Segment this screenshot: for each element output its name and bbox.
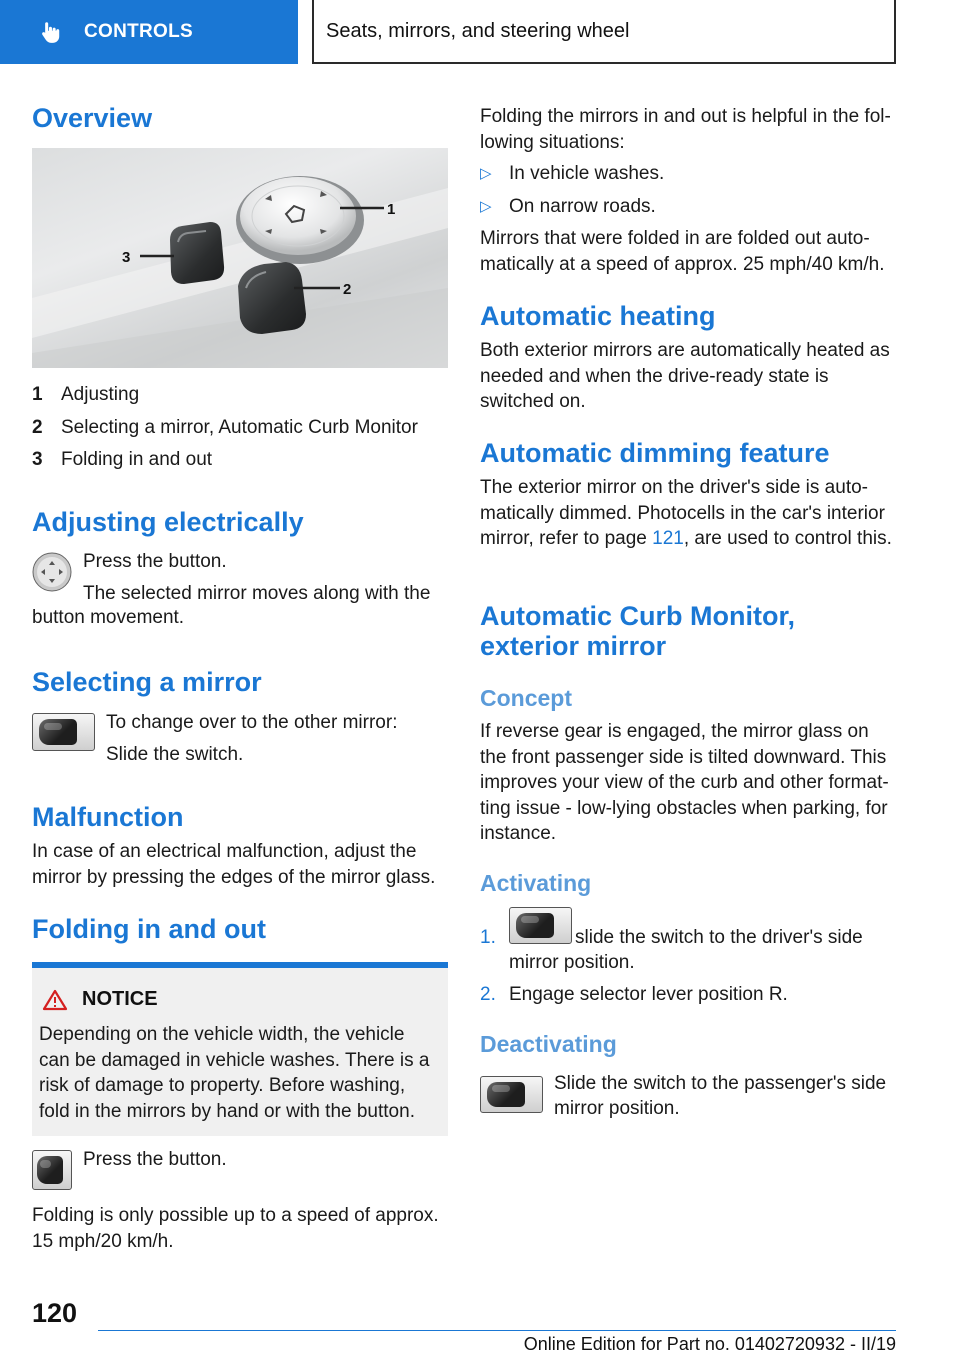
dimming-text: The exterior mirror on the driver's side is auto‐ matically dimmed. Photocells in the car's interior mirror, refer to page 121, are used to control this.	[480, 477, 892, 549]
concept-text: If reverse gear is engaged, the mirror glass on the front passenger side is tilted downward. This improves your view of the curb and other format‐ ting issue - low-lying obstacles when parking, for instance.	[480, 721, 889, 844]
notice-title: NOTICE	[42, 988, 158, 1011]
list-item: ▷ In vehicle washes.	[480, 161, 896, 187]
legend-item: 1 Adjusting	[32, 384, 140, 405]
step-2-text: Engage selector lever position R.	[509, 984, 788, 1005]
mirror-selector-switch-icon	[32, 713, 95, 751]
section-tab[interactable]	[0, 0, 298, 64]
deactivating-text-a: Slide the switch to the passenger's side	[554, 1073, 887, 1094]
adjusting-text-1: Press the button.	[83, 551, 227, 572]
folding-heading: Folding in and out	[32, 914, 266, 944]
legend-item: 2 Selecting a mirror, Automatic Curb Monitor	[32, 416, 418, 438]
adjusting-heading: Adjusting electrically	[32, 507, 304, 537]
figure-legend	[32, 382, 448, 473]
edition-info: Online Edition for Part no. 01402720932 - II/19	[523, 1334, 896, 1354]
callout-2: 2	[343, 281, 352, 298]
mirror-controls-figure	[32, 148, 448, 368]
footer-divider	[98, 1330, 896, 1331]
triangle-bullet-icon: ▷	[480, 165, 492, 182]
callout-1: 1	[387, 201, 396, 218]
callout-3: 3	[122, 249, 131, 266]
hand-icon	[38, 19, 64, 45]
deactivating-text-b: mirror position.	[554, 1098, 680, 1119]
triangle-bullet-icon: ▷	[480, 197, 492, 215]
switch-icon	[480, 1076, 543, 1113]
selecting-text-2: Slide the switch.	[106, 744, 244, 765]
selecting-heading: Selecting a mirror	[32, 667, 262, 697]
dimming-heading: Automatic dimming feature	[480, 438, 830, 468]
adjusting-text-2a: The selected mirror moves along with the	[83, 583, 431, 604]
mirror-adjust-button-icon	[32, 552, 72, 592]
fold-button-icon	[32, 1150, 72, 1190]
legend-item: 3 Folding in and out	[32, 449, 213, 470]
selecting-text-1: To change over to the other mirror:	[106, 712, 398, 733]
switch-icon	[509, 907, 572, 944]
step-1-text-a: slide the switch to the driver's side	[575, 927, 863, 948]
malfunction-heading: Malfunction	[32, 802, 184, 832]
malfunction-text: In case of an electrical malfunction, adjust the mirror by pressing the edges of the mirror glass.	[32, 841, 436, 888]
notice-box	[32, 962, 448, 1136]
auto-fold-text: Mirrors that were folded in are folded out auto‐ matically at a speed of approx. 25 mph/40 km/h.	[480, 228, 885, 275]
activating-heading: Activating	[480, 870, 592, 896]
deactivating-heading: Deactivating	[480, 1031, 617, 1057]
step-2-number: 2.	[480, 984, 496, 1005]
step-1-number: 1.	[480, 927, 496, 948]
folding-press-text: Press the button.	[83, 1149, 227, 1170]
overview-heading: Overview	[32, 103, 153, 133]
concept-heading: Concept	[480, 685, 572, 711]
section-label: CONTROLS	[84, 21, 194, 42]
mirror-controls-illustration	[32, 148, 448, 368]
situations-list	[480, 161, 896, 219]
page-121-link[interactable]: 121	[652, 528, 684, 549]
fold-intro-text: Folding the mirrors in and out is helpful in the fol‐ lowing situations:	[480, 106, 891, 153]
heating-heading: Automatic heating	[480, 301, 716, 331]
notice-text: Depending on the vehicle width, the vehicle can be damaged in vehicle washes. There is a risk of damage to property. Before washing, fold in the mirrors by hand or with the button.	[39, 1024, 430, 1122]
step-1-text-b: mirror position.	[509, 952, 635, 973]
curb-monitor-heading: Automatic Curb Monitor, exterior mirror	[480, 601, 795, 661]
heating-text: Both exterior mirrors are automatically heated as needed and when the drive-ready state is switched on.	[480, 340, 890, 412]
page-number: 120	[32, 1298, 78, 1328]
folding-speed-text: Folding is only possible up to a speed of approx. 15 mph/20 km/h.	[32, 1205, 439, 1252]
warning-icon	[42, 989, 68, 1011]
adjusting-text-2b: button movement.	[32, 607, 185, 628]
chapter-title: Seats, mirrors, and steering wheel	[312, 0, 896, 64]
list-item: ▷ On narrow roads.	[480, 194, 896, 220]
